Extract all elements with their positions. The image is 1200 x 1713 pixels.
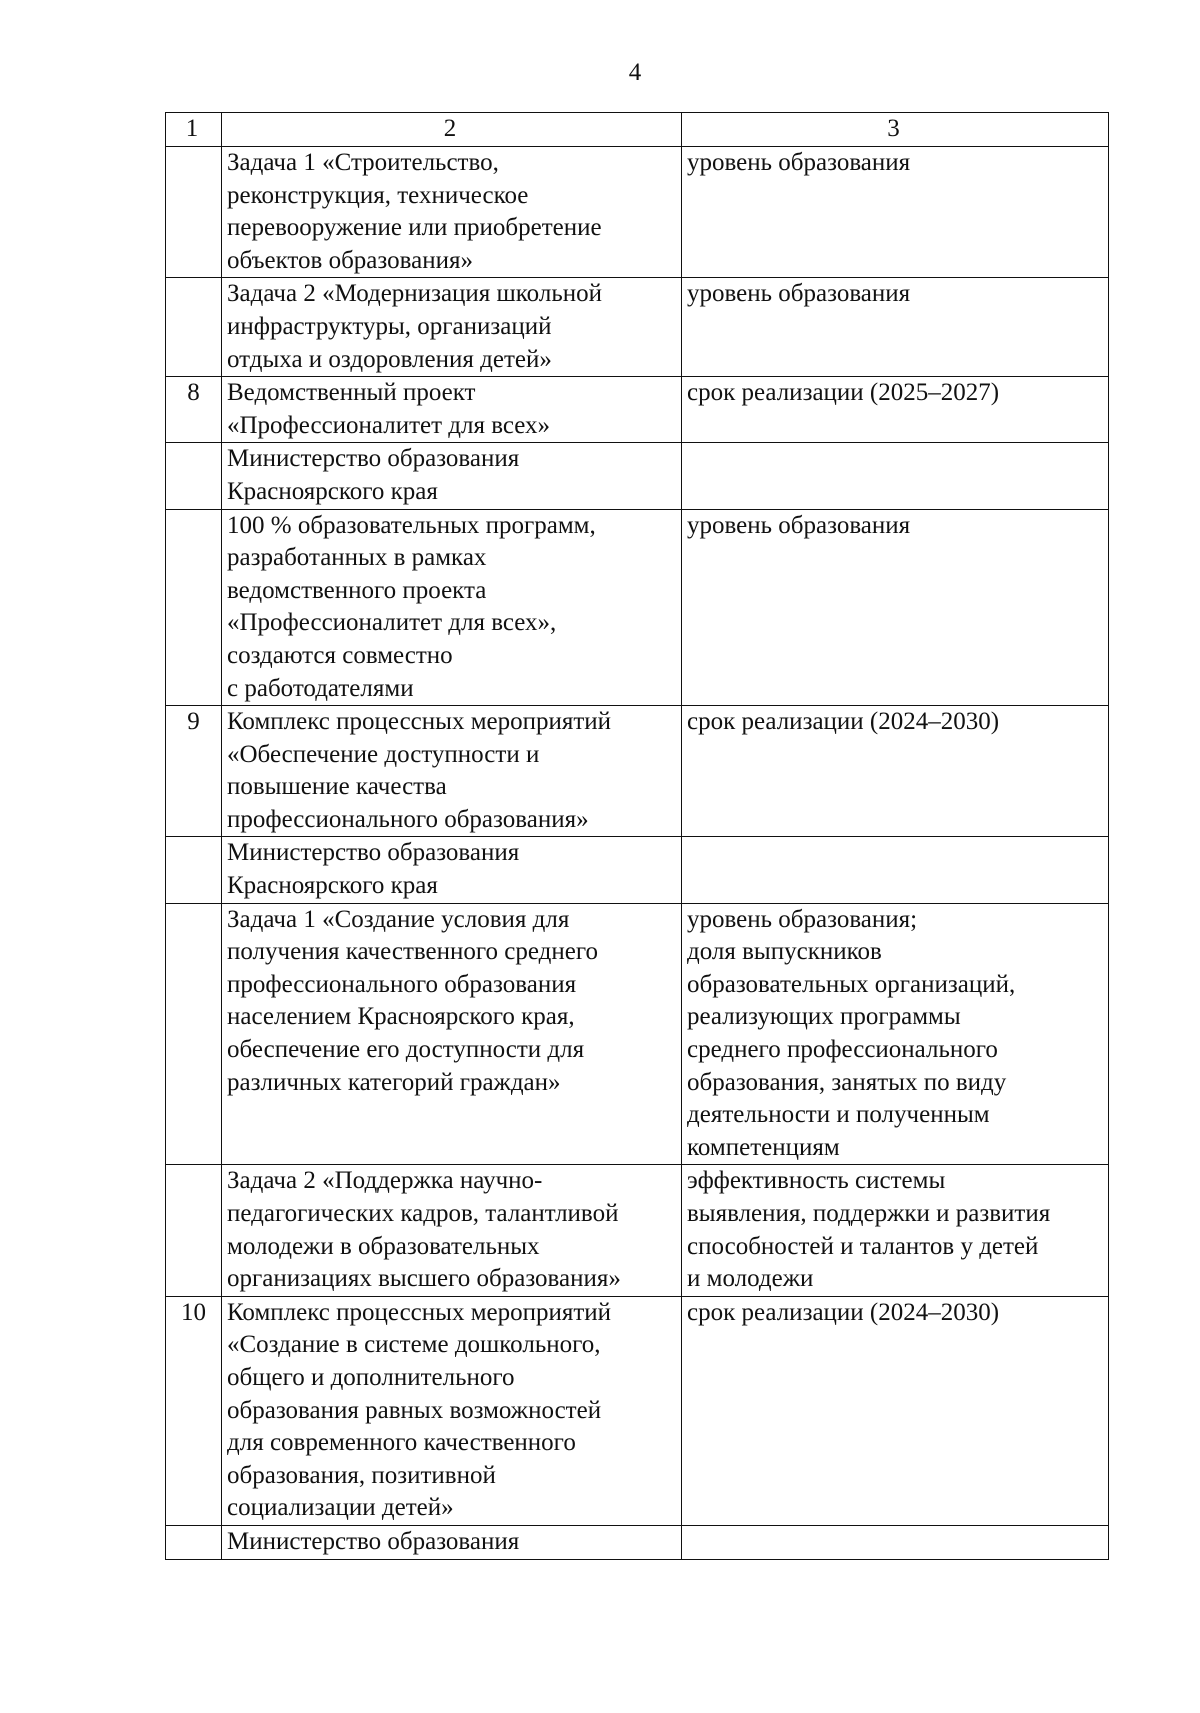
row-number-cell — [166, 1165, 222, 1296]
row-number-cell — [166, 147, 222, 278]
table-row — [166, 837, 1109, 903]
table-row — [166, 903, 1109, 1165]
row-number-cell — [166, 278, 222, 377]
description-cell: Задача 1 «Создание условия для получения качественного среднего профессионального образования населением Красноярского края, обеспечение его доступности для различных категорий граждан» — [222, 903, 682, 1165]
indicator-cell: уровень образования; доля выпускников образовательных организаций, реализующих программы среднего профессионального образования, занятых по виду деятельности и полученным компетенциям — [682, 903, 1109, 1165]
description-cell: Министерство образования — [222, 1525, 682, 1559]
row-number-cell — [166, 443, 222, 509]
row-number-cell: 8 — [166, 377, 222, 443]
description-cell: Задача 2 «Поддержка научно- педагогических кадров, талантливой молодежи в образовательных организациях высшего образования» — [222, 1165, 682, 1296]
indicator-cell: уровень образования — [682, 147, 1109, 278]
table-row — [166, 1525, 1109, 1559]
table-row — [166, 509, 1109, 706]
table-row — [166, 706, 1109, 837]
description-cell: Задача 1 «Строительство, реконструкция, техническое перевооружение или приобретение объектов образования» — [222, 147, 682, 278]
description-cell: Ведомственный проект «Профессионалитет для всех» — [222, 377, 682, 443]
row-number-cell — [166, 837, 222, 903]
indicator-cell — [682, 443, 1109, 509]
description-cell: 100 % образовательных программ, разработанных в рамках ведомственного проекта «Профессионалитет для всех», создаются совместно с работодателями — [222, 509, 682, 706]
indicator-cell — [682, 837, 1109, 903]
indicator-cell: уровень образования — [682, 509, 1109, 706]
page-number: 4 — [628, 59, 642, 86]
description-cell: Комплекс процессных мероприятий «Создание в системе дошкольного, общего и дополнительного образования равных возможностей для современного качественного образования, позитивной социализации детей» — [222, 1296, 682, 1525]
description-cell: Задача 2 «Модернизация школьной инфраструктуры, организаций отдыха и оздоровления детей» — [222, 278, 682, 377]
indicator-cell: эффективность системы выявления, поддержки и развития способностей и талантов у детей и молодежи — [682, 1165, 1109, 1296]
indicator-cell — [682, 1525, 1109, 1559]
description-cell: Комплекс процессных мероприятий «Обеспечение доступности и повышение качества профессионального образования» — [222, 706, 682, 837]
indicator-cell: срок реализации (2024–2030) — [682, 1296, 1109, 1525]
row-number-cell: 9 — [166, 706, 222, 837]
description-cell: Министерство образования Красноярского края — [222, 443, 682, 509]
header-cell-1: 1 — [166, 113, 222, 147]
table-row — [166, 1165, 1109, 1296]
row-number-cell: 10 — [166, 1296, 222, 1525]
table-row — [166, 1296, 1109, 1525]
description-cell: Министерство образования Красноярского края — [222, 837, 682, 903]
indicator-cell: срок реализации (2024–2030) — [682, 706, 1109, 837]
row-number-cell — [166, 1525, 222, 1559]
table-row — [166, 443, 1109, 509]
header-cell-3: 3 — [682, 113, 1109, 147]
indicator-cell: уровень образования — [682, 278, 1109, 377]
table-row — [166, 147, 1109, 278]
table-row — [166, 377, 1109, 443]
program-table — [165, 112, 1109, 1560]
header-cell-2: 2 — [222, 113, 682, 147]
table-row — [166, 278, 1109, 377]
indicator-cell: срок реализации (2025–2027) — [682, 377, 1109, 443]
table-header-row — [166, 113, 1109, 147]
row-number-cell — [166, 903, 222, 1165]
row-number-cell — [166, 509, 222, 706]
